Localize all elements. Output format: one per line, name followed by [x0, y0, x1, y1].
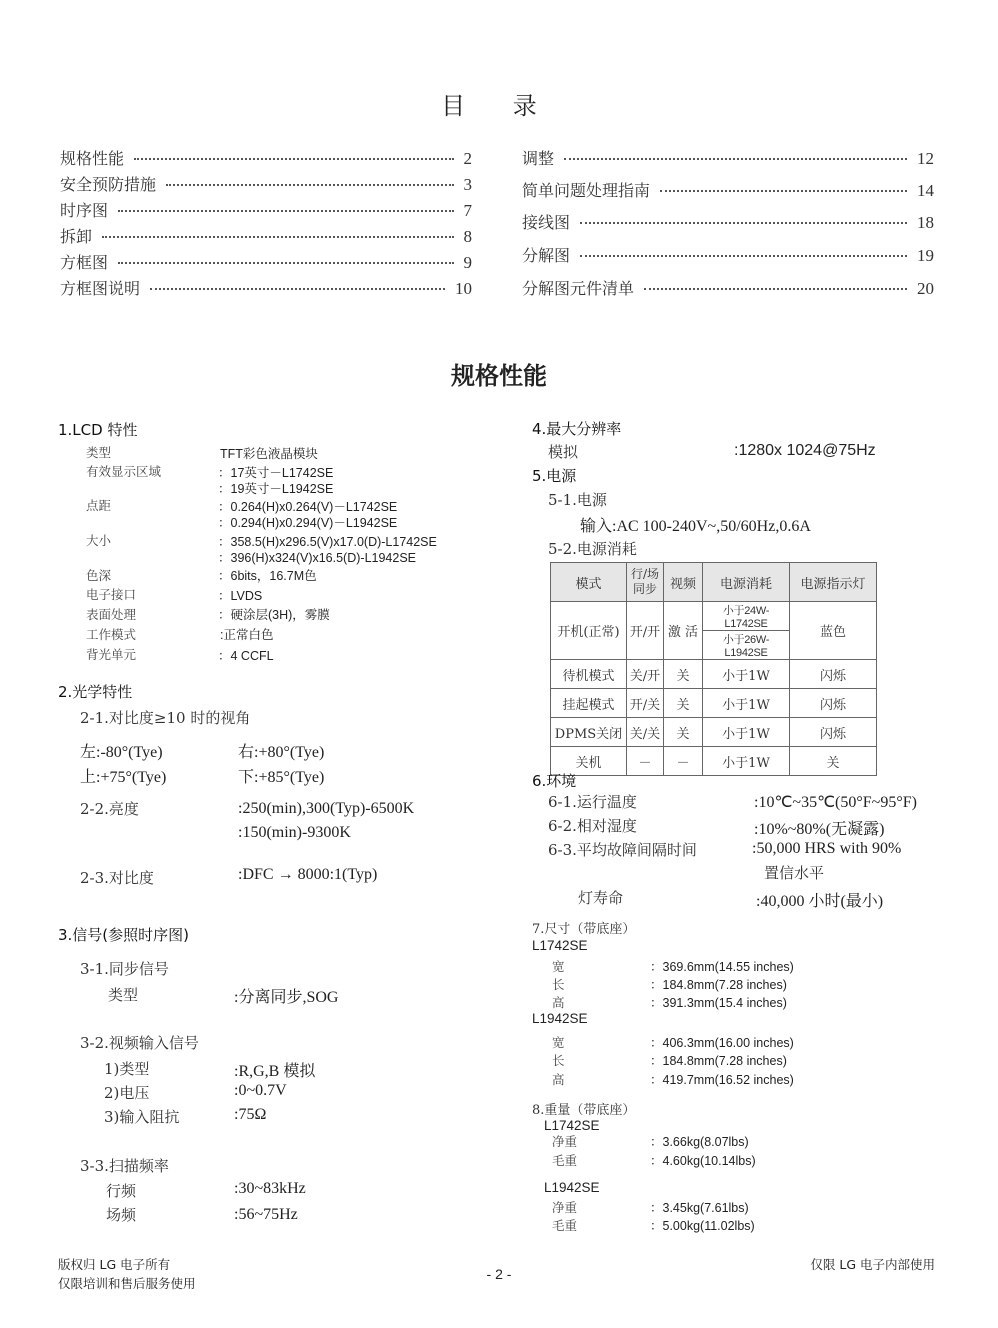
- resolution-value: :1280x 1024@75Hz: [734, 442, 876, 459]
- toc-entry-page: 10: [455, 279, 472, 298]
- video-value: :0~0.7V: [234, 1082, 287, 1099]
- lcd-heading: 1.LCD 特性: [58, 421, 138, 439]
- signal-heading: 3.信号(参照时序图): [58, 926, 190, 944]
- video-value: :75Ω: [234, 1106, 267, 1123]
- dimension-key: 高: [552, 995, 565, 1010]
- angle-down: 下:+85°(Tye): [238, 769, 325, 786]
- video-cell: －: [664, 747, 703, 776]
- lcd-value: ：硬涂层(3H)，雾膜: [218, 608, 330, 622]
- optical-heading: 2.光学特性: [58, 683, 133, 701]
- video-title: 3-2.视频输入信号: [80, 1034, 199, 1052]
- dimension-value: ：369.6mm(14.55 inches): [650, 960, 794, 974]
- power-input: 输入:AC 100-240V~,50/60Hz,0.6A: [580, 518, 811, 535]
- scan-value: :56~75Hz: [234, 1206, 298, 1223]
- dimensions-model: L1742SE: [532, 938, 588, 953]
- footer-usage-note: 仅限培训和售后服务使用: [58, 1276, 196, 1291]
- lcd-key: 背光单元: [86, 647, 137, 662]
- env-value: :10%~80%(无凝露): [754, 821, 885, 838]
- toc-entry-label: 时序图: [60, 201, 109, 220]
- scan-key: 场频: [106, 1206, 137, 1224]
- lcd-key: 点距: [86, 498, 112, 513]
- toc-entry[interactable]: [60, 250, 472, 273]
- power-sub-consumption: 5-2.电源消耗: [548, 540, 637, 558]
- sync-cell: 关/开: [627, 660, 664, 689]
- toc-entry-label: 拆卸: [60, 227, 93, 246]
- power-heading: 5.电源: [532, 467, 577, 485]
- mode-cell: 开机(正常): [551, 602, 627, 660]
- angle-left: 左:-80°(Tye): [80, 744, 163, 761]
- weight-value: ：4.60kg(10.14lbs): [650, 1154, 756, 1168]
- footer-internal-use: 仅限 LG 电子内部使用: [810, 1257, 935, 1272]
- lcd-value: ：0.264(H)x0.264(V)－L1742SE: [218, 500, 398, 514]
- footer-copyright: 版权归 LG 电子所有: [58, 1257, 171, 1272]
- consumption-cell: 小于26W-L1942SE: [703, 631, 790, 660]
- lcd-value: ：19英寸－L1942SE: [218, 482, 334, 496]
- video-key: 2)电压: [104, 1084, 150, 1102]
- toc-leader: [118, 262, 453, 264]
- toc-leader: [580, 222, 907, 224]
- table-row: [551, 747, 877, 776]
- sync-value: :分离同步,SOG: [234, 989, 339, 1006]
- toc-entry[interactable]: [522, 146, 934, 169]
- dimension-key: 长: [552, 977, 565, 992]
- sync-cell: 开/关: [627, 689, 664, 718]
- mode-cell: 待机模式: [551, 660, 627, 689]
- scan-key: 行频: [106, 1182, 137, 1200]
- dimension-value: ：391.3mm(15.4 inches): [650, 996, 787, 1010]
- toc-leader: [134, 158, 453, 160]
- toc-entry-page: 12: [917, 149, 934, 168]
- lamp-life-value: :40,000 小时(最小): [756, 893, 884, 910]
- toc-entry[interactable]: [60, 146, 472, 169]
- toc-entry[interactable]: [60, 198, 472, 221]
- toc-entry[interactable]: [522, 276, 934, 299]
- env-key: 6-3.平均故障间隔时间: [548, 841, 697, 859]
- col-header: 电源消耗: [703, 563, 790, 602]
- toc-entry-label: 方框图说明: [60, 279, 141, 298]
- table-row: [551, 660, 877, 689]
- scan-title: 3-3.扫描频率: [80, 1157, 169, 1175]
- table-row: [551, 718, 877, 747]
- weight-key: 净重: [552, 1134, 578, 1149]
- dimension-value: ：184.8mm(7.28 inches): [650, 1054, 787, 1068]
- page-number: - 2 -: [486, 1266, 512, 1282]
- weight-value: ：3.66kg(8.07lbs): [650, 1135, 749, 1149]
- table-row: [551, 602, 877, 631]
- toc-entry-label: 分解图: [522, 246, 571, 265]
- section-title: 规格性能: [451, 362, 547, 390]
- mode-cell: 关机: [551, 747, 627, 776]
- dimension-value: ：419.7mm(16.52 inches): [650, 1073, 794, 1087]
- power-sub-source: 5-1.电源: [548, 491, 607, 509]
- toc-entry-page: 3: [463, 175, 472, 194]
- optical-sub-contrast: 2-3.对比度: [80, 869, 154, 887]
- toc-leader: [660, 190, 907, 192]
- optical-sub-viewing-angle: 2-1.对比度≥10 时的视角: [80, 709, 251, 727]
- lcd-value: ：4 CCFL: [218, 649, 274, 663]
- toc-entry-label: 分解图元件清单: [522, 279, 635, 298]
- lcd-value: ：358.5(H)x296.5(V)x17.0(D)-L1742SE: [218, 535, 437, 549]
- weight-key: 净重: [552, 1200, 578, 1215]
- lcd-key: 工作模式: [86, 627, 137, 642]
- toc-entry-page: 9: [463, 253, 472, 272]
- lcd-value: :正常白色: [220, 628, 274, 642]
- toc-entry[interactable]: [60, 276, 472, 299]
- toc-entry[interactable]: [60, 172, 472, 195]
- toc-entry-page: 8: [463, 227, 472, 246]
- table-row: [551, 689, 877, 718]
- toc-leader: [102, 236, 453, 238]
- lcd-key: 色深: [86, 568, 112, 583]
- consumption-cell: 小于1W: [703, 718, 790, 747]
- toc-entry-label: 方框图: [60, 253, 109, 272]
- toc-entry-page: 19: [917, 246, 934, 265]
- led-cell: 闪烁: [790, 718, 877, 747]
- toc-leader: [150, 288, 445, 290]
- dimension-key: 长: [552, 1053, 565, 1068]
- scan-value: :30~83kHz: [234, 1180, 306, 1197]
- lcd-value: ：6bits，16.7M色: [218, 569, 317, 583]
- toc-title: 目 录: [441, 92, 557, 120]
- dimension-key: 高: [552, 1072, 565, 1087]
- contrast-value: :DFC → 8000:1(Typ): [238, 866, 378, 883]
- weight-model: L1742SE: [544, 1118, 600, 1133]
- mode-cell: 挂起模式: [551, 689, 627, 718]
- dimension-value: ：406.3mm(16.00 inches): [650, 1036, 794, 1050]
- lcd-value: ：0.294(H)x0.294(V)－L1942SE: [218, 516, 398, 530]
- env-confidence: 置信水平: [764, 864, 825, 882]
- lcd-key: 有效显示区域: [86, 464, 162, 479]
- sync-title: 3-1.同步信号: [80, 960, 169, 978]
- sync-cell: 开/开: [627, 602, 664, 660]
- env-key: 6-1.运行温度: [548, 793, 637, 811]
- dimension-value: ：184.8mm(7.28 inches): [650, 978, 787, 992]
- lcd-key: 表面处理: [86, 607, 137, 622]
- consumption-cell: 小于1W: [703, 747, 790, 776]
- toc-entry[interactable]: [522, 243, 934, 266]
- video-key: 3)输入阻抗: [104, 1108, 180, 1126]
- brightness-value: :150(min)-9300K: [238, 824, 351, 841]
- toc-leader: [166, 184, 453, 186]
- led-cell: 闪烁: [790, 660, 877, 689]
- env-value: :50,000 HRS with 90%: [752, 840, 902, 857]
- environment-heading: 6.环境: [532, 772, 577, 790]
- led-cell: 闪烁: [790, 689, 877, 718]
- toc-entry-page: 20: [917, 279, 934, 298]
- toc-entry[interactable]: [522, 178, 934, 201]
- weight-key: 毛重: [552, 1218, 578, 1233]
- lcd-value: ：396(H)x324(V)x16.5(D)-L1942SE: [218, 551, 417, 565]
- sync-cell: 关/关: [627, 718, 664, 747]
- dimension-key: 宽: [552, 959, 565, 974]
- led-cell: 关: [790, 747, 877, 776]
- env-key: 6-2.相对湿度: [548, 817, 637, 835]
- lcd-value: TFT彩色液晶模块: [220, 447, 318, 461]
- consumption-cell: 小于24W-L1742SE: [703, 602, 790, 631]
- col-header: 行/场同步: [627, 563, 664, 602]
- power-table-header: [551, 563, 877, 602]
- toc-entry-label: 调整: [522, 149, 555, 168]
- dimensions-heading: 7.尺寸（带底座）: [532, 922, 636, 937]
- toc-entry-label: 简单问题处理指南: [522, 181, 651, 200]
- toc-entry-page: 14: [917, 181, 934, 200]
- col-header: 视频: [664, 563, 703, 602]
- video-value: :R,G,B 模拟: [234, 1063, 316, 1080]
- lcd-key: 类型: [86, 445, 112, 460]
- video-cell: 关: [664, 689, 703, 718]
- video-cell: 关: [664, 660, 703, 689]
- toc-leader: [580, 255, 907, 257]
- led-cell: 蓝色: [790, 602, 877, 660]
- sync-cell: －: [627, 747, 664, 776]
- toc-leader: [564, 158, 907, 160]
- consumption-cell: 小于1W: [703, 689, 790, 718]
- mode-cell: DPMS关闭: [551, 718, 627, 747]
- power-table: [550, 562, 877, 776]
- toc-entry[interactable]: [60, 224, 472, 247]
- toc-leader: [644, 288, 907, 290]
- weight-heading: 8.重量（带底座）: [532, 1103, 636, 1118]
- weight-value: ：3.45kg(7.61lbs): [650, 1201, 749, 1215]
- video-key: 1)类型: [104, 1060, 150, 1078]
- col-header: 电源指示灯: [790, 563, 877, 602]
- col-header: 模式: [551, 563, 627, 602]
- lcd-key: 电子接口: [86, 587, 137, 602]
- resolution-key: 模拟: [548, 443, 579, 461]
- lcd-value: ：LVDS: [218, 589, 263, 603]
- video-cell: 激 活: [664, 602, 703, 660]
- brightness-value: :250(min),300(Typ)-6500K: [238, 800, 415, 817]
- resolution-heading: 4.最大分辨率: [532, 420, 622, 438]
- weight-key: 毛重: [552, 1153, 578, 1168]
- weight-value: ：5.00kg(11.02lbs): [650, 1219, 755, 1233]
- toc-entry-page: 18: [917, 213, 934, 232]
- angle-right: 右:+80°(Tye): [238, 744, 325, 761]
- video-cell: 关: [664, 718, 703, 747]
- env-value: :10℃~35℃(50°F~95°F): [754, 794, 917, 811]
- toc-entry-label: 安全预防措施: [60, 175, 157, 194]
- toc-entry-page: 7: [463, 201, 472, 220]
- toc-entry-label: 接线图: [522, 213, 571, 232]
- toc-entry-label: 规格性能: [60, 149, 125, 168]
- sync-key: 类型: [108, 986, 139, 1004]
- lamp-life-key: 灯寿命: [578, 889, 624, 907]
- dimensions-model: L1942SE: [532, 1011, 588, 1026]
- angle-up: 上:+75°(Tye): [80, 769, 167, 786]
- toc-leader: [118, 210, 453, 212]
- lcd-key: 大小: [86, 533, 112, 548]
- lcd-value: ：17英寸－L1742SE: [218, 466, 334, 480]
- dimension-key: 宽: [552, 1035, 565, 1050]
- toc-entry-page: 2: [463, 149, 472, 168]
- optical-sub-brightness: 2-2.亮度: [80, 800, 139, 818]
- toc-entry[interactable]: [522, 210, 934, 233]
- weight-model: L1942SE: [544, 1180, 600, 1195]
- consumption-cell: 小于1W: [703, 660, 790, 689]
